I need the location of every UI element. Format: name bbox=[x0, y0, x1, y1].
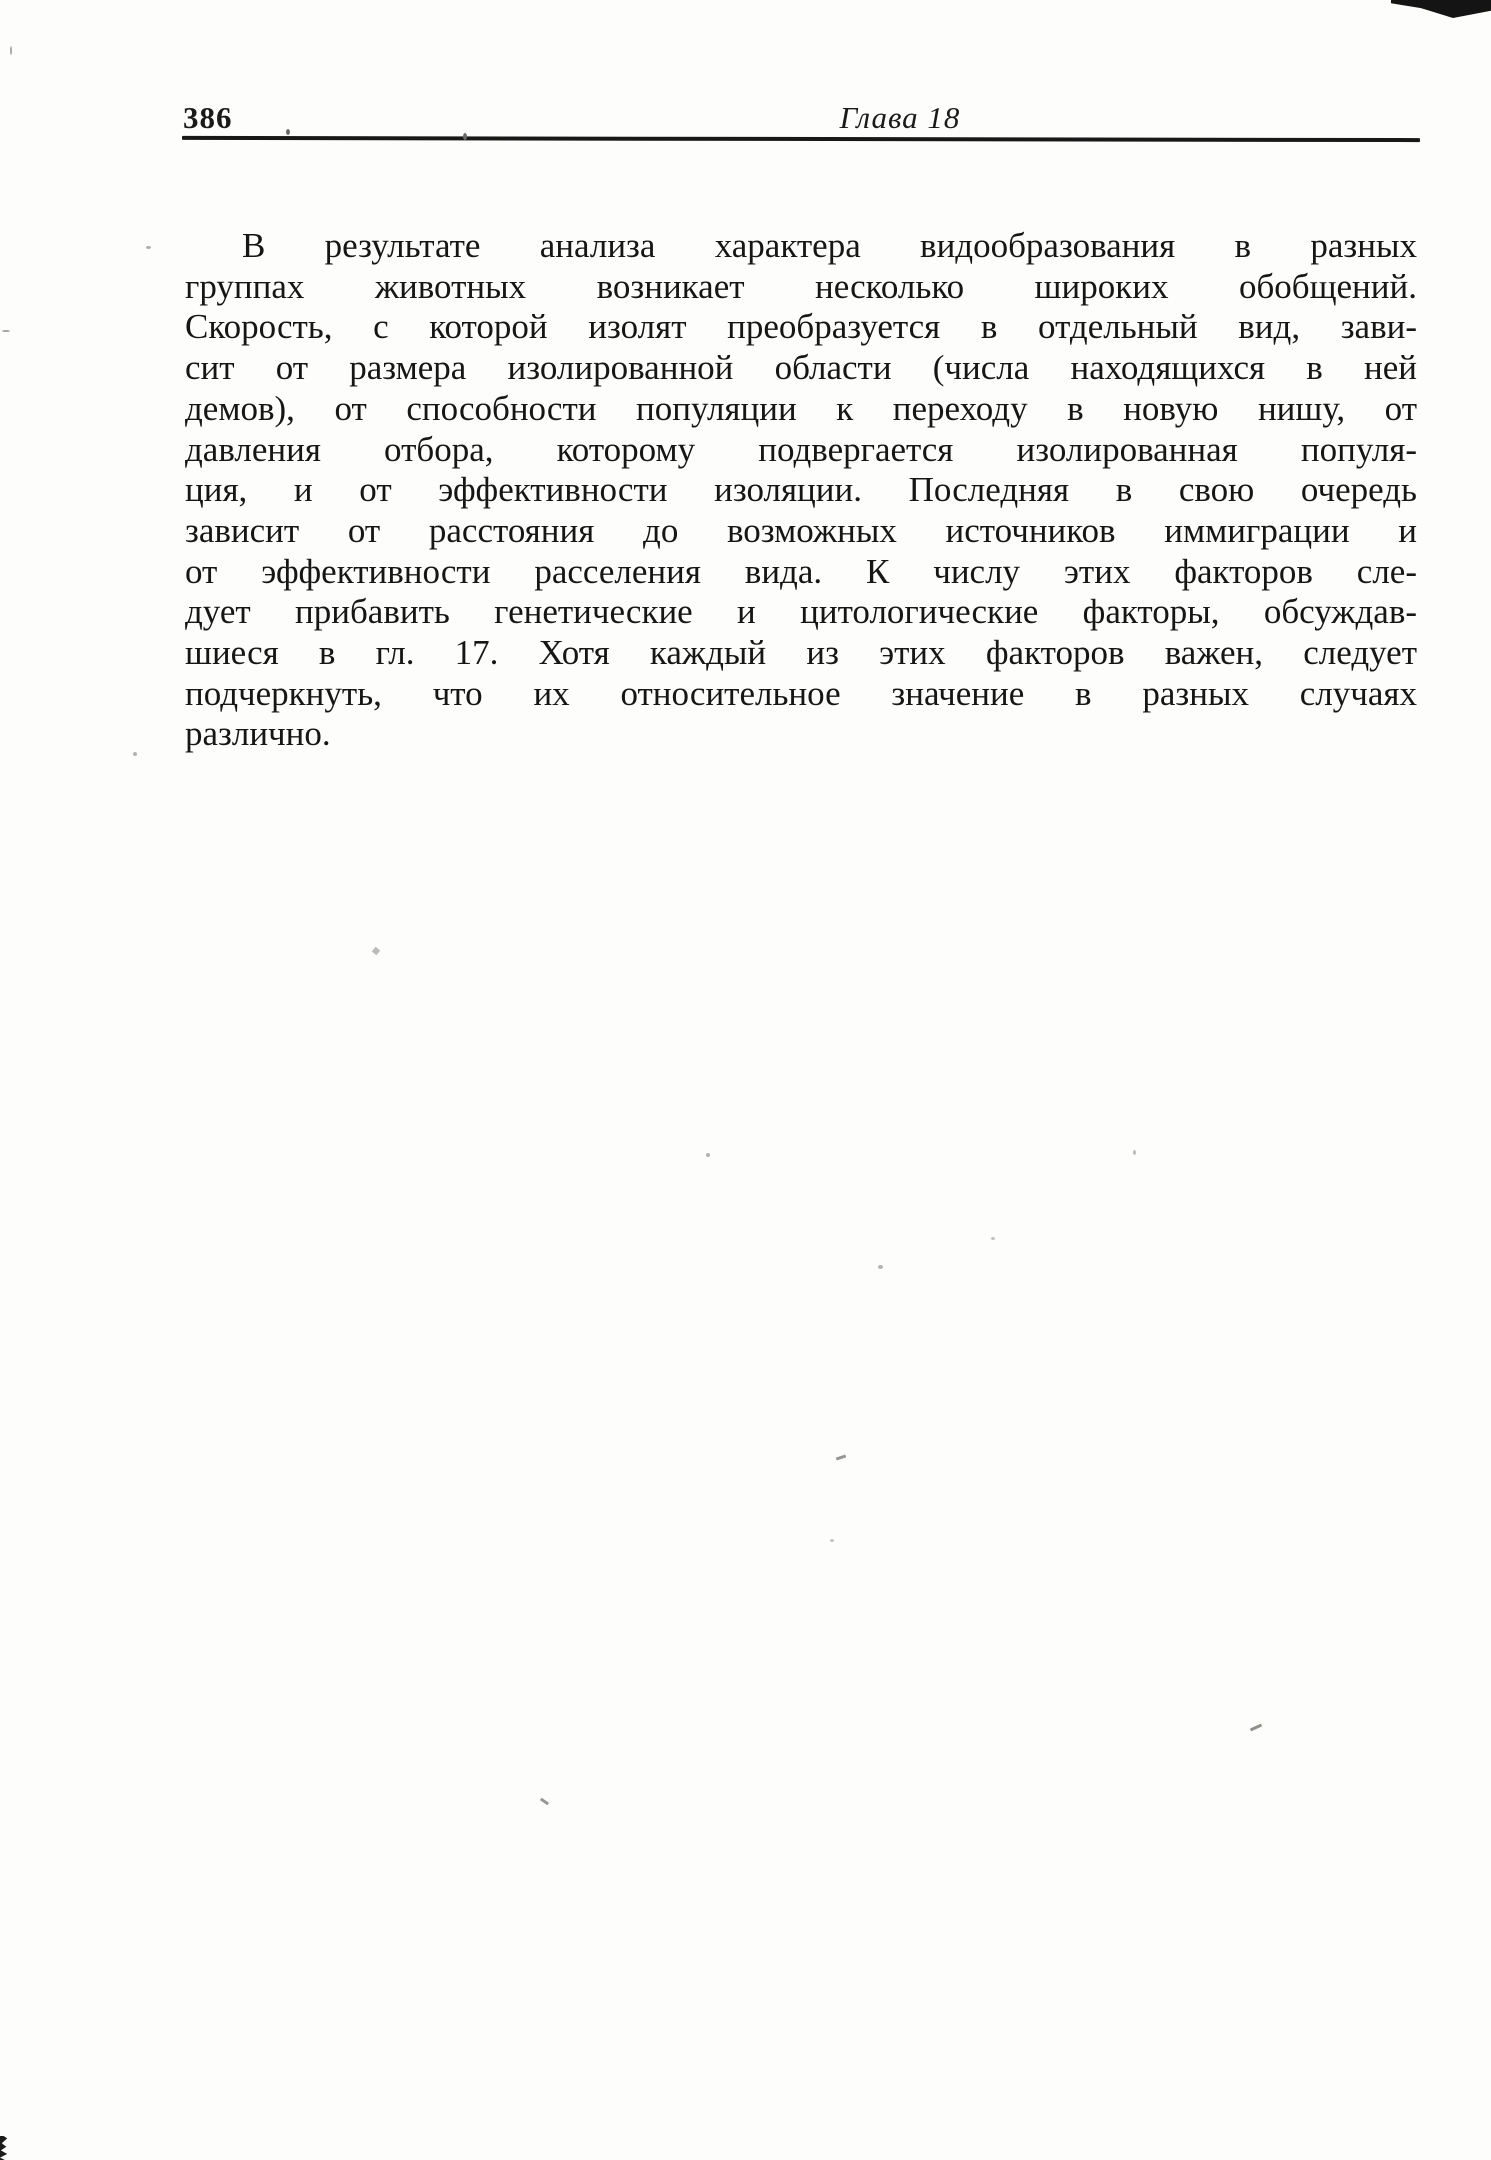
paragraph-line: от эффективности расселения вида. К числу этих факторов сле- bbox=[185, 551, 1417, 591]
scan-speck bbox=[2, 330, 10, 332]
paragraph-line: демов), от способности популяции к переходу в новую нишу, от bbox=[185, 388, 1417, 428]
scan-edge-mark bbox=[0, 2136, 9, 2160]
scan-speck bbox=[372, 947, 380, 955]
paragraph-line: Скорость, с которой изолят преобразуется в отдельный вид, зави- bbox=[185, 307, 1417, 347]
scan-speck bbox=[463, 133, 467, 140]
paragraph-line: группах животных возникает несколько широких обобщений. bbox=[185, 266, 1417, 306]
scan-speck bbox=[1250, 1724, 1262, 1732]
scan-speck bbox=[10, 46, 12, 55]
paragraph-line: шиеся в гл. 17. Хотя каждый из этих факторов важен, следует bbox=[185, 633, 1417, 673]
paragraph-line: сит от размера изолированной области (числа находящихся в ней bbox=[185, 348, 1417, 388]
scan-speck bbox=[830, 1539, 834, 1542]
chapter-header: Глава 18 bbox=[839, 100, 961, 135]
paragraph-line: различно. bbox=[185, 714, 331, 754]
paragraph-line: ция, и от эффективности изоляции. Последняя в свою очередь bbox=[185, 470, 1417, 510]
scan-corner-artifact bbox=[1391, 0, 1491, 18]
scan-speck bbox=[133, 752, 137, 756]
paragraph-line: давления отбора, которому подвергается изолированная популя- bbox=[185, 429, 1417, 469]
page-number: 386 bbox=[183, 100, 233, 135]
scan-speck bbox=[540, 1798, 549, 1806]
scan-speck bbox=[991, 1237, 995, 1240]
scan-speck bbox=[146, 246, 151, 249]
scan-speck bbox=[1133, 1150, 1136, 1155]
paragraph-line: зависит от расстояния до возможных источников иммиграции и bbox=[185, 510, 1417, 550]
paragraph-line: дует прибавить генетические и цитологические факторы, обсуждав- bbox=[185, 592, 1417, 632]
scan-speck bbox=[706, 1153, 710, 1157]
scan-speck bbox=[286, 129, 290, 135]
paragraph-line: В результате анализа характера видообразования в разных bbox=[242, 226, 1417, 265]
scan-speck bbox=[836, 1455, 846, 1461]
running-head bbox=[183, 100, 1418, 138]
body-paragraph bbox=[185, 226, 1417, 755]
paragraph-line: подчеркнуть, что их относительное значение в разных случаях bbox=[185, 673, 1417, 713]
header-rule bbox=[182, 136, 1420, 142]
scan-speck bbox=[878, 1265, 883, 1269]
